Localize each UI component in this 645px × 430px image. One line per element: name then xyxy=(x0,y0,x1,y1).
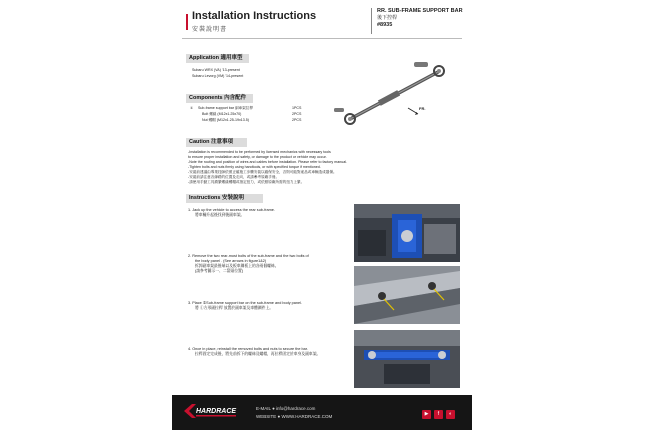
caution-line-5: -安裝前建議由專業技師依照正確施工步驟安裝以確保安全，否則可能對產品或車輛造成損傷。 xyxy=(188,170,337,174)
component-name-1: Sub-frame support bar 副車架拉桿 xyxy=(198,106,253,110)
wechat-icon[interactable]: ◐ xyxy=(446,410,455,419)
caution-heading: Caution 注意事項 xyxy=(186,138,247,147)
step-3 xyxy=(188,301,348,311)
step-2-zh-cont: (請參考圖示一、二箭頭位置) xyxy=(195,269,244,273)
application-line-2: Subaru Levorg (VM) '14-present xyxy=(192,74,244,78)
hardrace-logo-icon xyxy=(182,402,240,420)
youtube-icon[interactable]: ▶ xyxy=(422,410,431,419)
component-qty-1: 1PCS xyxy=(292,106,302,110)
step-4-en: 4. Once in place, reinstall the removed bolts and nuts to secure the bar. xyxy=(188,347,308,351)
instructions-heading: Instructions 安裝說明 xyxy=(186,194,263,203)
instruction-sheet xyxy=(172,0,472,430)
step-1-zh: 將車輛升起後找到後副車架。 xyxy=(195,213,245,217)
footer-email[interactable]: E-MAIL ● info@hardrace.com xyxy=(256,406,316,411)
component-number: ① xyxy=(190,106,194,110)
step-2-en-cont: the body panel . (See arrows in figure1&2) xyxy=(195,259,267,263)
caution-line-1: -Installation is recommended to be performed by licensed mechanics with necessary tools xyxy=(188,150,331,154)
caution-line-6: -安裝前請注意各線路的位置及走向，或請參考原廠手冊。 xyxy=(188,175,280,179)
footer-contact xyxy=(256,405,332,421)
step-2-zh: 拆卸副車架最後端以及板車鋼板上的各兩個螺絲。 xyxy=(195,264,279,268)
step-3-en: 3. Place ①Sub-frame support bar on the sub-frame and body panel. xyxy=(188,301,303,305)
footer-website[interactable]: WEBSITE ● WWW.HARDRACE.COM xyxy=(256,414,333,419)
subframe-support-bar-illustration xyxy=(330,60,450,130)
step-2-photo xyxy=(354,266,460,324)
product-name: RR. SUB-FRAME SUPPORT BAR xyxy=(377,8,463,14)
step-1 xyxy=(188,208,348,218)
caution-line-7: -請使用手動工具鎖緊螺絲螺帽或指定扭力，或依照原廠所需的扭力上緊。 xyxy=(188,180,305,184)
step-1-photo xyxy=(354,204,460,262)
header-rule xyxy=(182,38,462,39)
application-heading: Application 適用車型 xyxy=(186,54,249,63)
step-2-en: 2. Remove the two rear-most bolts of the sub-frame and the two bolts of xyxy=(188,254,309,258)
page-title: Installation Instructions xyxy=(192,10,317,22)
facebook-icon[interactable]: f xyxy=(434,410,443,419)
step-4-photo xyxy=(354,330,460,388)
part-number: #8935 xyxy=(377,22,393,28)
step-3-zh: 將 ①方形副拉桿 放置於副車架及車體鋼件上。 xyxy=(195,306,274,310)
component-name-2: Bolt 螺絲 (M12x1.25x70) xyxy=(202,112,242,116)
step-4-zh: 拉桿固定完成後，將先前拆下的螺絲及螺帽，再拉桿固定於車身及副車架。 xyxy=(195,352,321,356)
front-direction-label: FR. xyxy=(419,106,426,111)
step-2 xyxy=(188,254,348,274)
header-divider xyxy=(371,8,372,34)
step-4 xyxy=(188,347,348,357)
caution-line-4: -Tighten bolts and nuts firmly using handtools, or with specified torque if mentioned. xyxy=(188,165,321,169)
caution-line-2: to ensure proper installation and safety, or damage to the product or vehicle may occur. xyxy=(188,155,327,159)
step-1-en: 1. Jack up the vehicle to access the rear sub-frame. xyxy=(188,208,275,212)
component-qty-2: 2PCS xyxy=(292,112,302,116)
product-info xyxy=(377,8,472,29)
component-qty-3: 2PCS xyxy=(292,118,302,122)
page-subtitle: 安裝說明書 xyxy=(192,27,228,33)
application-line-1: Subaru WRX (VA) '13-present xyxy=(192,68,240,72)
header-accent-bar xyxy=(186,14,188,30)
product-name-zh: 後下控桿 xyxy=(377,15,398,21)
components-heading: Components 內含配件 xyxy=(186,94,253,103)
footer-brand: HARDRACE xyxy=(196,408,237,415)
caution-line-3: -Note the routing and position of wires and cables before installation. Please refer to factory manual. xyxy=(188,160,348,164)
component-name-3: Nut 螺帽 (M12x1.25-19x13.5) xyxy=(202,118,249,122)
